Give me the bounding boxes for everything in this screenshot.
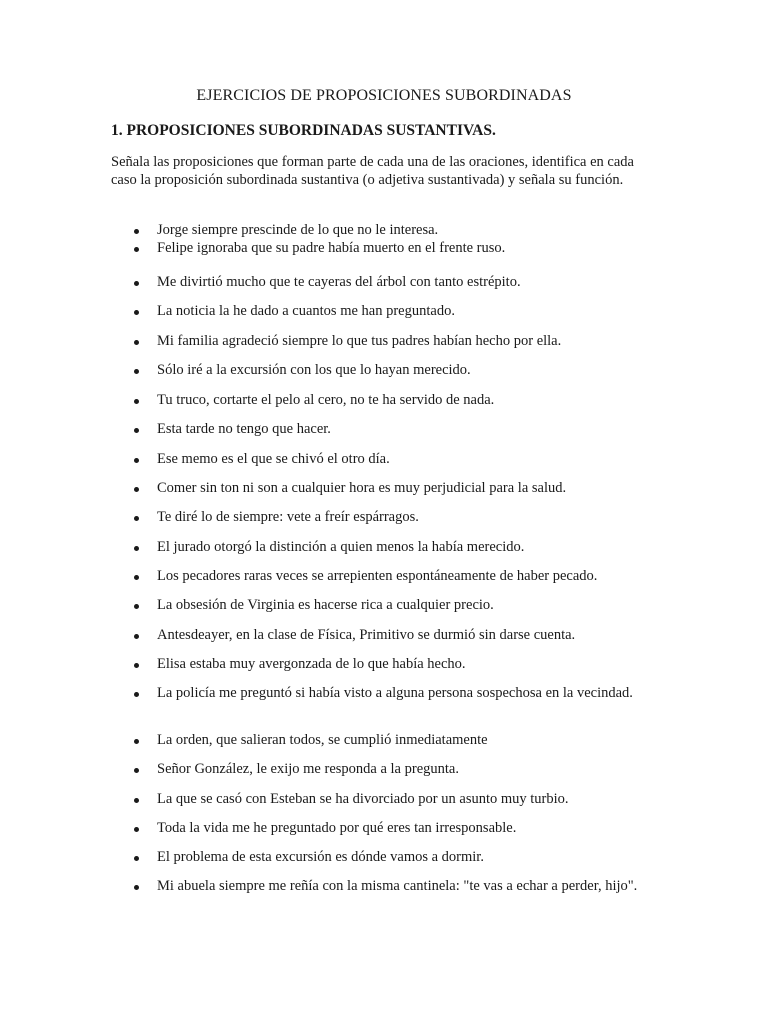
exercise-item: Sólo iré a la excursión con los que lo hayan merecido. — [157, 362, 647, 380]
exercise-item: Esta tarde no tengo que hacer. — [157, 421, 647, 439]
exercise-item: Ese memo es el que se chivó el otro día. — [157, 451, 647, 469]
exercise-item: El problema de esta excursión es dónde vamos a dormir. — [157, 849, 647, 867]
exercise-item: La policía me preguntó si había visto a alguna persona sospechosa en la vecindad. — [157, 685, 647, 703]
exercise-item: La obsesión de Virginia es hacerse rica a cualquier precio. — [157, 597, 647, 615]
exercise-item: Jorge siempre prescinde de lo que no le interesa. — [157, 222, 647, 240]
exercise-item: Los pecadores raras veces se arrepienten espontáneamente de haber pecado. — [157, 568, 647, 586]
exercise-item: Señor González, le exijo me responda a la pregunta. — [157, 761, 647, 779]
section-heading: 1. PROPOSICIONES SUBORDINADAS SUSTANTIVAS. — [111, 122, 496, 139]
exercise-item: Tu truco, cortarte el pelo al cero, no te ha servido de nada. — [157, 392, 647, 410]
exercise-item: Elisa estaba muy avergonzada de lo que había hecho. — [157, 656, 647, 674]
exercise-item: La noticia la he dado a cuantos me han preguntado. — [157, 303, 647, 321]
instructions-paragraph: Señala las proposiciones que forman parte de cada una de las oraciones, identifica en cada caso la proposición subordinada sustantiva (o adjetiva sustantivada) y señala su función. — [111, 154, 634, 188]
exercise-item: El jurado otorgó la distinción a quien menos la había merecido. — [157, 539, 647, 557]
exercise-item: Mi abuela siempre me reñía con la misma cantinela: "te vas a echar a perder, hijo". — [157, 878, 647, 896]
exercise-item: La orden, que salieran todos, se cumplió inmediatamente — [157, 732, 647, 750]
exercise-item: Mi familia agradeció siempre lo que tus padres habían hecho por ella. — [157, 333, 647, 351]
exercise-item: Felipe ignoraba que su padre había muerto en el frente ruso. — [157, 240, 647, 258]
exercise-item: Antesdeayer, en la clase de Física, Primitivo se durmió sin darse cuenta. — [157, 627, 647, 645]
exercise-item: Toda la vida me he preguntado por qué eres tan irresponsable. — [157, 820, 647, 838]
exercise-item: La que se casó con Esteban se ha divorciado por un asunto muy turbio. — [157, 791, 647, 809]
exercise-item: Te diré lo de siempre: vete a freír espárragos. — [157, 509, 647, 527]
exercise-item: Comer sin ton ni son a cualquier hora es muy perjudicial para la salud. — [157, 480, 647, 498]
exercise-item: Me divirtió mucho que te cayeras del árbol con tanto estrépito. — [157, 274, 647, 292]
document-title: EJERCICIOS DE PROPOSICIONES SUBORDINADAS — [196, 87, 572, 104]
